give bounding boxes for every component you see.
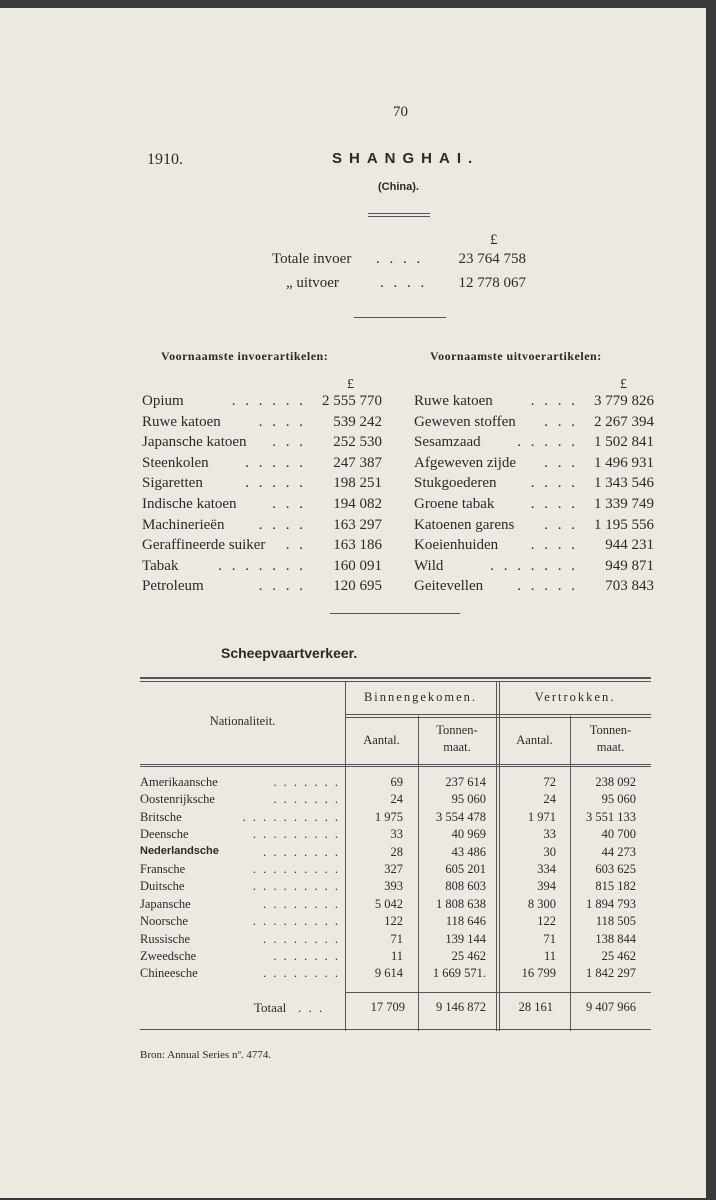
imports-value: 247 387: [333, 454, 382, 471]
summary-row: [272, 249, 526, 269]
imports-label: Machinerieën: [142, 516, 225, 533]
departures-tonnage: 815 182: [595, 879, 636, 894]
tonnage-label-line2: maat.: [443, 740, 471, 754]
nationality-label: Amerikaansche: [140, 775, 218, 789]
page-number: 70: [393, 104, 408, 120]
exports-label: Wild: [414, 557, 444, 574]
arrivals-count: 24: [390, 792, 403, 807]
arrivals-tonnage: 3 554 478: [436, 809, 486, 824]
arrivals-count: 393: [384, 879, 403, 894]
summary-value: 12 778 067: [458, 275, 526, 291]
leader-dots: . . . .: [376, 251, 424, 267]
exports-label: Sesamzaad: [414, 434, 481, 451]
imports-value: 194 082: [333, 496, 382, 512]
departures-count: 24: [543, 792, 556, 807]
exports-label: Koeienhuiden: [414, 537, 499, 554]
exports-value: 703 843: [605, 578, 654, 595]
leader-dots: . . . . . . .: [490, 557, 578, 574]
nationality-label: Noorsche: [140, 914, 188, 929]
arrivals-tonnage: 95 060: [451, 792, 486, 807]
departures-tonnage: 95 060: [601, 792, 636, 807]
table-rule: [140, 677, 651, 679]
departures-tonnage: 44 273: [601, 844, 636, 859]
imports-row: [142, 391, 382, 411]
departures-tonnage-header: [570, 722, 651, 756]
departures-count: 8 300: [527, 896, 556, 911]
exports-value: 949 871: [605, 557, 654, 574]
departures-header: Vertrokken.: [534, 690, 616, 704]
exports-heading: Voornaamste uitvoerartikelen:: [430, 349, 602, 363]
leader-dots: . . . .: [530, 496, 578, 512]
imports-value: 120 695: [333, 578, 382, 595]
imports-value: 252 530: [333, 434, 382, 451]
leader-dots: . . . . .: [245, 454, 306, 471]
imports-label: Opium: [142, 393, 184, 409]
imports-label: Petroleum: [142, 578, 204, 595]
imports-row: [142, 556, 382, 576]
departures-count-header: Aantal.: [516, 733, 553, 747]
leader-dots: . . .: [544, 516, 578, 533]
table-rule: [345, 992, 651, 993]
leader-dots: . . . .: [530, 475, 578, 492]
leader-dots: . . . . . . .: [273, 949, 340, 963]
table-rule: [140, 681, 651, 682]
table-rule: [345, 717, 651, 718]
summary-label: „ uitvoer: [286, 275, 339, 291]
departures-tonnage: 603 625: [595, 862, 636, 876]
leader-dots: . . . . . . . .: [263, 896, 340, 911]
nationality-label: Fransche: [140, 862, 186, 876]
exports-row: [414, 412, 654, 432]
table-rule: [140, 764, 651, 765]
arrivals-count: 9 614: [374, 966, 403, 981]
document-page: [0, 8, 706, 1198]
arrivals-count: 1 975: [374, 809, 403, 824]
summary-row: [286, 273, 526, 293]
imports-row: [142, 453, 382, 473]
arrivals-tonnage-header: [418, 722, 496, 756]
exports-value: 1 339 749: [594, 496, 654, 512]
leader-dots: . .: [285, 537, 306, 554]
leader-dots: . . . .: [258, 413, 306, 430]
year: 1910.: [147, 151, 183, 168]
exports-row: [414, 576, 654, 596]
leader-dots: . . . . . . . .: [263, 931, 340, 946]
imports-value: 160 091: [333, 557, 382, 574]
nationality-label: Britsche: [140, 809, 182, 824]
summary-label: Totale invoer: [272, 251, 352, 267]
arrivals-tonnage: 808 603: [445, 879, 486, 894]
nationality-label: Deensche: [140, 827, 189, 842]
leader-dots: . . . . . . .: [273, 792, 340, 807]
exports-row: [414, 494, 654, 514]
divider: [368, 216, 430, 217]
tonnage-label-line1: Tonnen-: [589, 723, 632, 737]
departures-count: 33: [543, 827, 556, 842]
exports-value: 3 779 826: [594, 393, 654, 409]
leader-dots: . . . . . . .: [273, 775, 340, 789]
imports-row: [142, 494, 382, 514]
shipping-heading: Scheepvaartverkeer.: [221, 645, 358, 661]
imports-row: [142, 515, 382, 535]
exports-row: [414, 432, 654, 452]
departures-count: 122: [537, 914, 556, 929]
imports-value: 539 242: [333, 413, 382, 430]
exports-row: [414, 556, 654, 576]
leader-dots: . . . . . . . .: [263, 844, 340, 859]
leader-dots: . . . . . . .: [218, 557, 306, 574]
leader-dots: . . . . . . . . .: [252, 879, 340, 894]
exports-value: 1 195 556: [594, 516, 654, 533]
departures-tonnage: 3 551 133: [586, 809, 636, 824]
leader-dots: . . . . . . . .: [263, 966, 340, 981]
imports-value: 163 297: [333, 516, 382, 533]
departures-tonnage: 1 894 793: [586, 896, 636, 911]
arrivals-tonnage: 1 669 571.: [432, 966, 486, 981]
exports-label: Stukgoederen: [414, 475, 497, 492]
arrivals-count: 69: [390, 775, 403, 789]
divider: [330, 613, 460, 614]
exports-label: Geweven stoffen: [414, 413, 516, 430]
arrivals-count-header: Aantal.: [363, 733, 400, 747]
table-rule: [345, 714, 651, 715]
leader-dots: . . .: [544, 454, 578, 471]
imports-heading: Voornaamste invoerartikelen:: [161, 349, 329, 363]
arrivals-count: 122: [384, 914, 403, 929]
departures-tonnage: 25 462: [601, 949, 636, 963]
departures-count: 72: [543, 775, 556, 789]
leader-dots: . . .: [272, 496, 306, 512]
arrivals-tonnage: 25 462: [451, 949, 486, 963]
table-rule: [140, 1029, 651, 1030]
nationality-label: Japansche: [140, 896, 191, 911]
departures-count: 16 799: [521, 966, 556, 981]
arrivals-count: 327: [384, 862, 403, 876]
divider: [354, 317, 446, 318]
imports-label: Sigaretten: [142, 475, 203, 492]
total-label: Totaal: [254, 1000, 287, 1015]
leader-dots: . . .: [298, 1000, 325, 1015]
page-title: SHANGHAI.: [332, 150, 480, 167]
nationality-label: Russische: [140, 931, 190, 946]
arrivals-tonnage: 237 614: [445, 775, 486, 789]
nationality-label: Oostenrijksche: [140, 792, 215, 807]
tonnage-label-line2: maat.: [596, 740, 625, 754]
leader-dots: . . . . . . . . .: [252, 827, 340, 842]
nationality-label: Chineesche: [140, 966, 198, 981]
imports-label: Japansche katoen: [142, 434, 247, 451]
imports-currency: £: [347, 377, 354, 392]
source-note: Bron: Annual Series nº. 4774.: [140, 1049, 272, 1061]
summary-currency: £: [490, 232, 498, 248]
leader-dots: . . . . . . . . .: [252, 914, 340, 929]
leader-dots: . . . . . .: [231, 393, 306, 409]
leader-dots: . . . . .: [517, 434, 578, 451]
arrivals-count: 71: [390, 931, 403, 946]
total-arrivals-tonnage: 9 146 872: [436, 1000, 486, 1014]
imports-value: 2 555 770: [322, 393, 382, 409]
leader-dots: . . . .: [258, 516, 306, 533]
imports-row: [142, 535, 382, 555]
departures-tonnage: 40 700: [601, 827, 636, 842]
arrivals-tonnage: 118 646: [445, 914, 486, 929]
departures-tonnage: 1 842 297: [586, 966, 636, 981]
exports-label: Ruwe katoen: [414, 393, 493, 409]
departures-tonnage: 118 505: [595, 914, 636, 929]
departures-count: 334: [537, 862, 556, 876]
exports-value: 1 496 931: [594, 454, 654, 471]
nationality-header: Nationaliteit.: [209, 714, 276, 728]
departures-tonnage: 138 844: [595, 931, 636, 946]
exports-label: Geitevellen: [414, 578, 484, 595]
exports-row: [414, 515, 654, 535]
exports-label: Katoenen garens: [414, 516, 515, 533]
arrivals-tonnage: 139 144: [445, 931, 486, 946]
total-departures-tonnage: 9 407 966: [586, 1000, 636, 1014]
exports-currency: £: [620, 377, 627, 392]
leader-dots: . . .: [544, 413, 578, 430]
imports-row: [142, 576, 382, 596]
exports-value: 944 231: [605, 537, 654, 554]
exports-label: Afgeweven zijde: [414, 454, 517, 471]
departures-count: 394: [537, 879, 556, 894]
exports-row: [414, 535, 654, 555]
nationality-label: Duitsche: [140, 879, 185, 894]
imports-label: Indische katoen: [142, 496, 237, 512]
total-arrivals-count: 17 709: [370, 1000, 405, 1014]
departures-count: 71: [543, 931, 556, 946]
leader-dots: . . . . . . . . . .: [242, 809, 340, 824]
arrivals-count: 33: [390, 827, 403, 842]
leader-dots: . . .: [272, 434, 306, 451]
table-rule: [140, 766, 651, 767]
imports-row: [142, 412, 382, 432]
arrivals-count: 28: [390, 844, 403, 859]
leader-dots: . . . . . . . . .: [252, 862, 340, 876]
imports-value: 198 251: [333, 475, 382, 492]
exports-label: Groene tabak: [414, 496, 495, 512]
exports-row: [414, 473, 654, 493]
summary-value: 23 764 758: [458, 251, 526, 267]
tonnage-label-line1: Tonnen-: [436, 723, 478, 737]
exports-value: 1 343 546: [594, 475, 654, 492]
departures-count: 30: [543, 844, 556, 859]
imports-value: 163 186: [333, 537, 382, 554]
departures-count: 11: [543, 949, 556, 963]
arrivals-tonnage: 605 201: [445, 862, 486, 876]
imports-label: Geraffineerde suiker: [142, 537, 266, 554]
imports-label: Tabak: [142, 557, 179, 574]
imports-row: [142, 473, 382, 493]
exports-row: [414, 391, 654, 411]
arrivals-tonnage: 43 486: [451, 844, 486, 859]
arrivals-tonnage: 40 969: [451, 827, 486, 842]
leader-dots: . . . . .: [245, 475, 306, 492]
leader-dots: . . . .: [530, 537, 578, 554]
arrivals-count: 5 042: [374, 896, 403, 911]
leader-dots: . . . .: [380, 275, 428, 291]
total-departures-count: 28 161: [518, 1000, 553, 1014]
page-subtitle: (China).: [378, 181, 419, 193]
nationality-label: Zweedsche: [140, 949, 197, 963]
imports-label: Steenkolen: [142, 454, 209, 471]
leader-dots: . . . . .: [517, 578, 578, 595]
imports-row: [142, 432, 382, 452]
exports-value: 2 267 394: [594, 413, 654, 430]
leader-dots: . . . .: [530, 393, 578, 409]
leader-dots: . . . .: [258, 578, 306, 595]
arrivals-count: 11: [390, 949, 403, 963]
exports-value: 1 502 841: [594, 434, 654, 451]
arrivals-header: Binnengekomen.: [363, 690, 478, 704]
exports-row: [414, 453, 654, 473]
nationality-label: Nederlandsche: [140, 844, 219, 857]
divider: [368, 213, 430, 214]
imports-label: Ruwe katoen: [142, 413, 221, 430]
departures-tonnage: 238 092: [595, 775, 636, 789]
departures-count: 1 971: [527, 809, 556, 824]
arrivals-tonnage: 1 808 638: [436, 896, 486, 911]
